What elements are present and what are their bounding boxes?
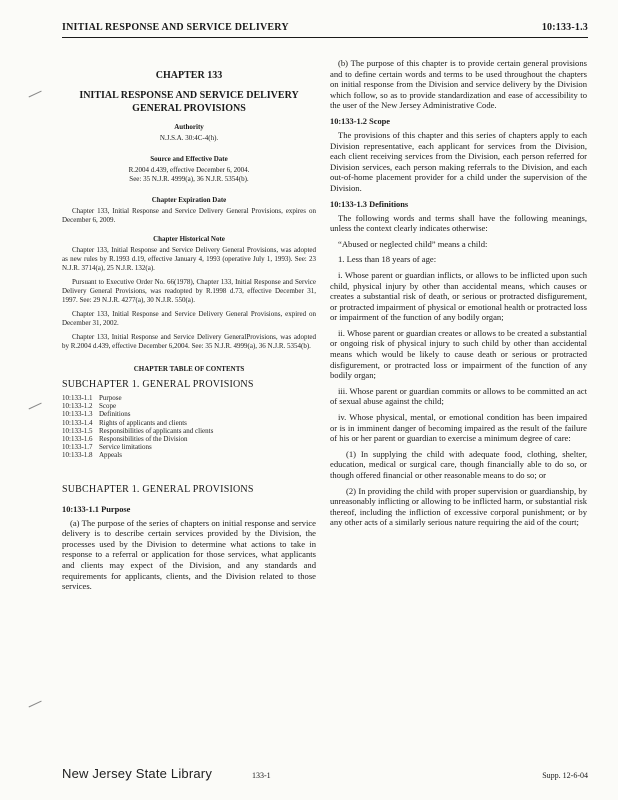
margin-mark (24, 394, 41, 410)
toc-item-title: Scope (99, 402, 117, 411)
table-of-contents (62, 394, 316, 460)
running-header (62, 22, 588, 38)
page-number: 133-1 (252, 771, 271, 780)
toc-item-title: Purpose (99, 394, 122, 402)
header-title: INITIAL RESPONSE AND SERVICE DELIVERY (62, 22, 289, 33)
section-1-3-body (330, 213, 587, 528)
history-notes (62, 246, 316, 351)
toc-item-number: 10:133-1.3 (62, 410, 93, 419)
toc-item-number: 10:133-1.2 (62, 402, 93, 411)
section-heading-1-1: 10:133-1.1 Purpose (62, 504, 131, 514)
expiration-text (62, 207, 316, 225)
paragraph-purpose-a: (a) The purpose of the series of chapters on initial response and service delivery is to describe certain services provided by the Division, the processes used by the Division to determine what actions to take in response to a referral or application for those services, what applicants and clients may expect of the Division, and any standards and requirements for applicants, clients, and the Division related to those services. (62, 517, 316, 592)
definition-item-ii: ii. Whose parent or guardian creates or allows to be created a substantial or ongoing risk of physical injury to such child by other than accidental means which would be likely to cause death or serious or protracted disfigurement, or protracted loss or impairment of the function of any bodily organ; (330, 327, 587, 381)
toc-item (62, 443, 316, 451)
history-paragraph: Chapter 133, Initial Response and Service Delivery General Provisions, expired on December 31, 2002. (62, 310, 316, 327)
toc-item-number: 10:133-1.5 (62, 426, 93, 435)
source-line: See: 35 N.J.R. 4999(a), 36 N.J.R. 5354(b). (129, 175, 249, 183)
toc-item (62, 435, 316, 443)
authority-text: N.J.S.A. 30:4C-4(h). (159, 134, 219, 142)
history-heading: Chapter Historical Note (153, 235, 225, 243)
expiration-paragraph: Chapter 133, Initial Response and Service Delivery General Provisions, expires on December 6, 2009. (62, 207, 316, 224)
chapter-subtitle (62, 89, 316, 115)
toc-item-title: Appeals (99, 451, 122, 460)
section-1-2-body (330, 130, 587, 194)
supplement-date: Supp. 12-6-04 (542, 771, 588, 780)
toc-item (62, 394, 316, 402)
toc-item-title: Service limitations (99, 443, 152, 452)
toc-item (62, 451, 316, 459)
authority-heading: Authority (174, 123, 204, 131)
history-paragraph: Chapter 133, Initial Response and Service Delivery GeneralProvisions, was adopted by R.2004 d.439, effective December 6,2004. See: 35 N.J.R. 4999(a), 36 N.J.R. 5354(b). (62, 333, 316, 350)
page-footer (62, 766, 588, 781)
toc-item-number: 10:133-1.1 (62, 394, 93, 402)
definition-item-iv-1: (1) In supplying the child with adequate food, clothing, shelter, education, medical or surgical care, though financially able to do so, or though offered financial or other reasonable means to do so; or (330, 448, 587, 480)
paragraph-scope: The provisions of this chapter and this series of chapters apply to each Division representative, each applicant for services from the Division, each client receiving services from the Division, each person referred for Division services, each person making referrals to the Division, and each out-of-home placement provider for a child under the supervision of the Division. (330, 129, 587, 193)
history-paragraph: Chapter 133, Initial Response and Service Delivery General Provisions, was adopted as new rules by R.1993 d.19, effective January 4, 1993 (operative July 1, 1993). See: 23 N.J.R. 3714(a), 25 N.J.R. 132(a). (62, 246, 316, 272)
right-column (330, 58, 587, 533)
definition-term: “Abused or neglected child” means a child: (338, 238, 488, 249)
toc-item-number: 10:133-1.4 (62, 418, 93, 427)
chapter-title: CHAPTER 133 (155, 70, 223, 81)
chapter-subtitle-line: GENERAL PROVISIONS (132, 103, 246, 114)
source-line: R.2004 d.439, effective December 6, 2004. (128, 166, 250, 174)
definition-item-iii: iii. Whose parent or guardian commits or allows to be committed an act of sexual abuse against the child; (330, 385, 587, 407)
section-1-1-continued (330, 58, 587, 111)
header-section-number: 10:133-1.3 (541, 22, 588, 33)
section-heading-1-2: 10:133-1.2 Scope (330, 116, 391, 126)
toc-item-number: 10:133-1.8 (62, 451, 93, 460)
expiration-heading: Chapter Expiration Date (151, 196, 227, 204)
definition-item-iv-2: (2) In providing the child with proper supervision or guardianship, by unreasonably inflicting or allowing to be inflicted harm, or substantial risk thereof, including the infliction of excessive corporal punishment; or by any other acts of a similarly serious nature requiring the aid of the court; (330, 485, 587, 528)
definition-item-iv: iv. Whose physical, mental, or emotional condition has been impaired or is in imminent danger of becoming impaired as the result of the failure of his or her parent or guardian to exercise a minimum degree of care: (330, 412, 587, 444)
paragraph-purpose-b: (b) The purpose of this chapter is to provide certain general provisions and to define certain words and terms to be used throughout the chapters on initial response from the Division and service delivery by the Division which follow, so as to provide standardization and ease of accessibility to the user of the New Jersey Administrative Code. (330, 58, 587, 111)
definition-item-i: i. Whose parent or guardian inflicts, or allows to be inflicted upon such child, physical injury by other than accidental means, which causes or creates a substantial risk of death, or serious or protracted disfigurement, or protracted impairment of physical or emotional health or protracted loss or impairment of the function of any bodily organ; (330, 269, 587, 323)
section-1-1-body (62, 518, 316, 592)
toc-item-title: Definitions (99, 410, 131, 419)
toc-item (62, 410, 316, 418)
toc-item-number: 10:133-1.7 (62, 443, 93, 452)
margin-mark (24, 692, 41, 708)
toc-item (62, 402, 316, 410)
toc-heading: CHAPTER TABLE OF CONTENTS (133, 365, 245, 373)
toc-item-number: 10:133-1.6 (62, 435, 93, 444)
toc-item (62, 427, 316, 435)
source-heading: Source and Effective Date (150, 155, 228, 163)
toc-item-title: Rights of applicants and clients (99, 418, 187, 427)
history-paragraph: Pursuant to Executive Order No. 66(1978), Chapter 133, Initial Response and Service Delivery General Provisions, was readopted by R.1998 d.73, effective December 31, 1997. See: 29 N.J.R. 4277(a), 30 N.J.R. 550(a). (62, 278, 316, 304)
chapter-subtitle-line: INITIAL RESPONSE AND SERVICE DELIVERY (79, 90, 299, 101)
source-text (62, 166, 316, 184)
toc-item (62, 419, 316, 427)
section-heading-1-3: 10:133-1.3 Definitions (330, 199, 409, 209)
library-stamp: New Jersey State Library (62, 766, 213, 781)
definition-item-1: 1. Less than 18 years of age: (338, 254, 437, 265)
left-column (62, 58, 316, 597)
margin-mark (24, 82, 41, 98)
toc-subchapter: SUBCHAPTER 1. GENERAL PROVISIONS (62, 379, 254, 390)
paragraph-definitions-intro: The following words and terms shall have the following meanings, unless the context clearly indicates otherwise: (330, 212, 587, 234)
toc-item-title: Responsibilities of the Division (99, 435, 188, 444)
toc-item-title: Responsibilities of applicants and clients (99, 426, 214, 435)
subchapter-heading: SUBCHAPTER 1. GENERAL PROVISIONS (62, 483, 254, 495)
